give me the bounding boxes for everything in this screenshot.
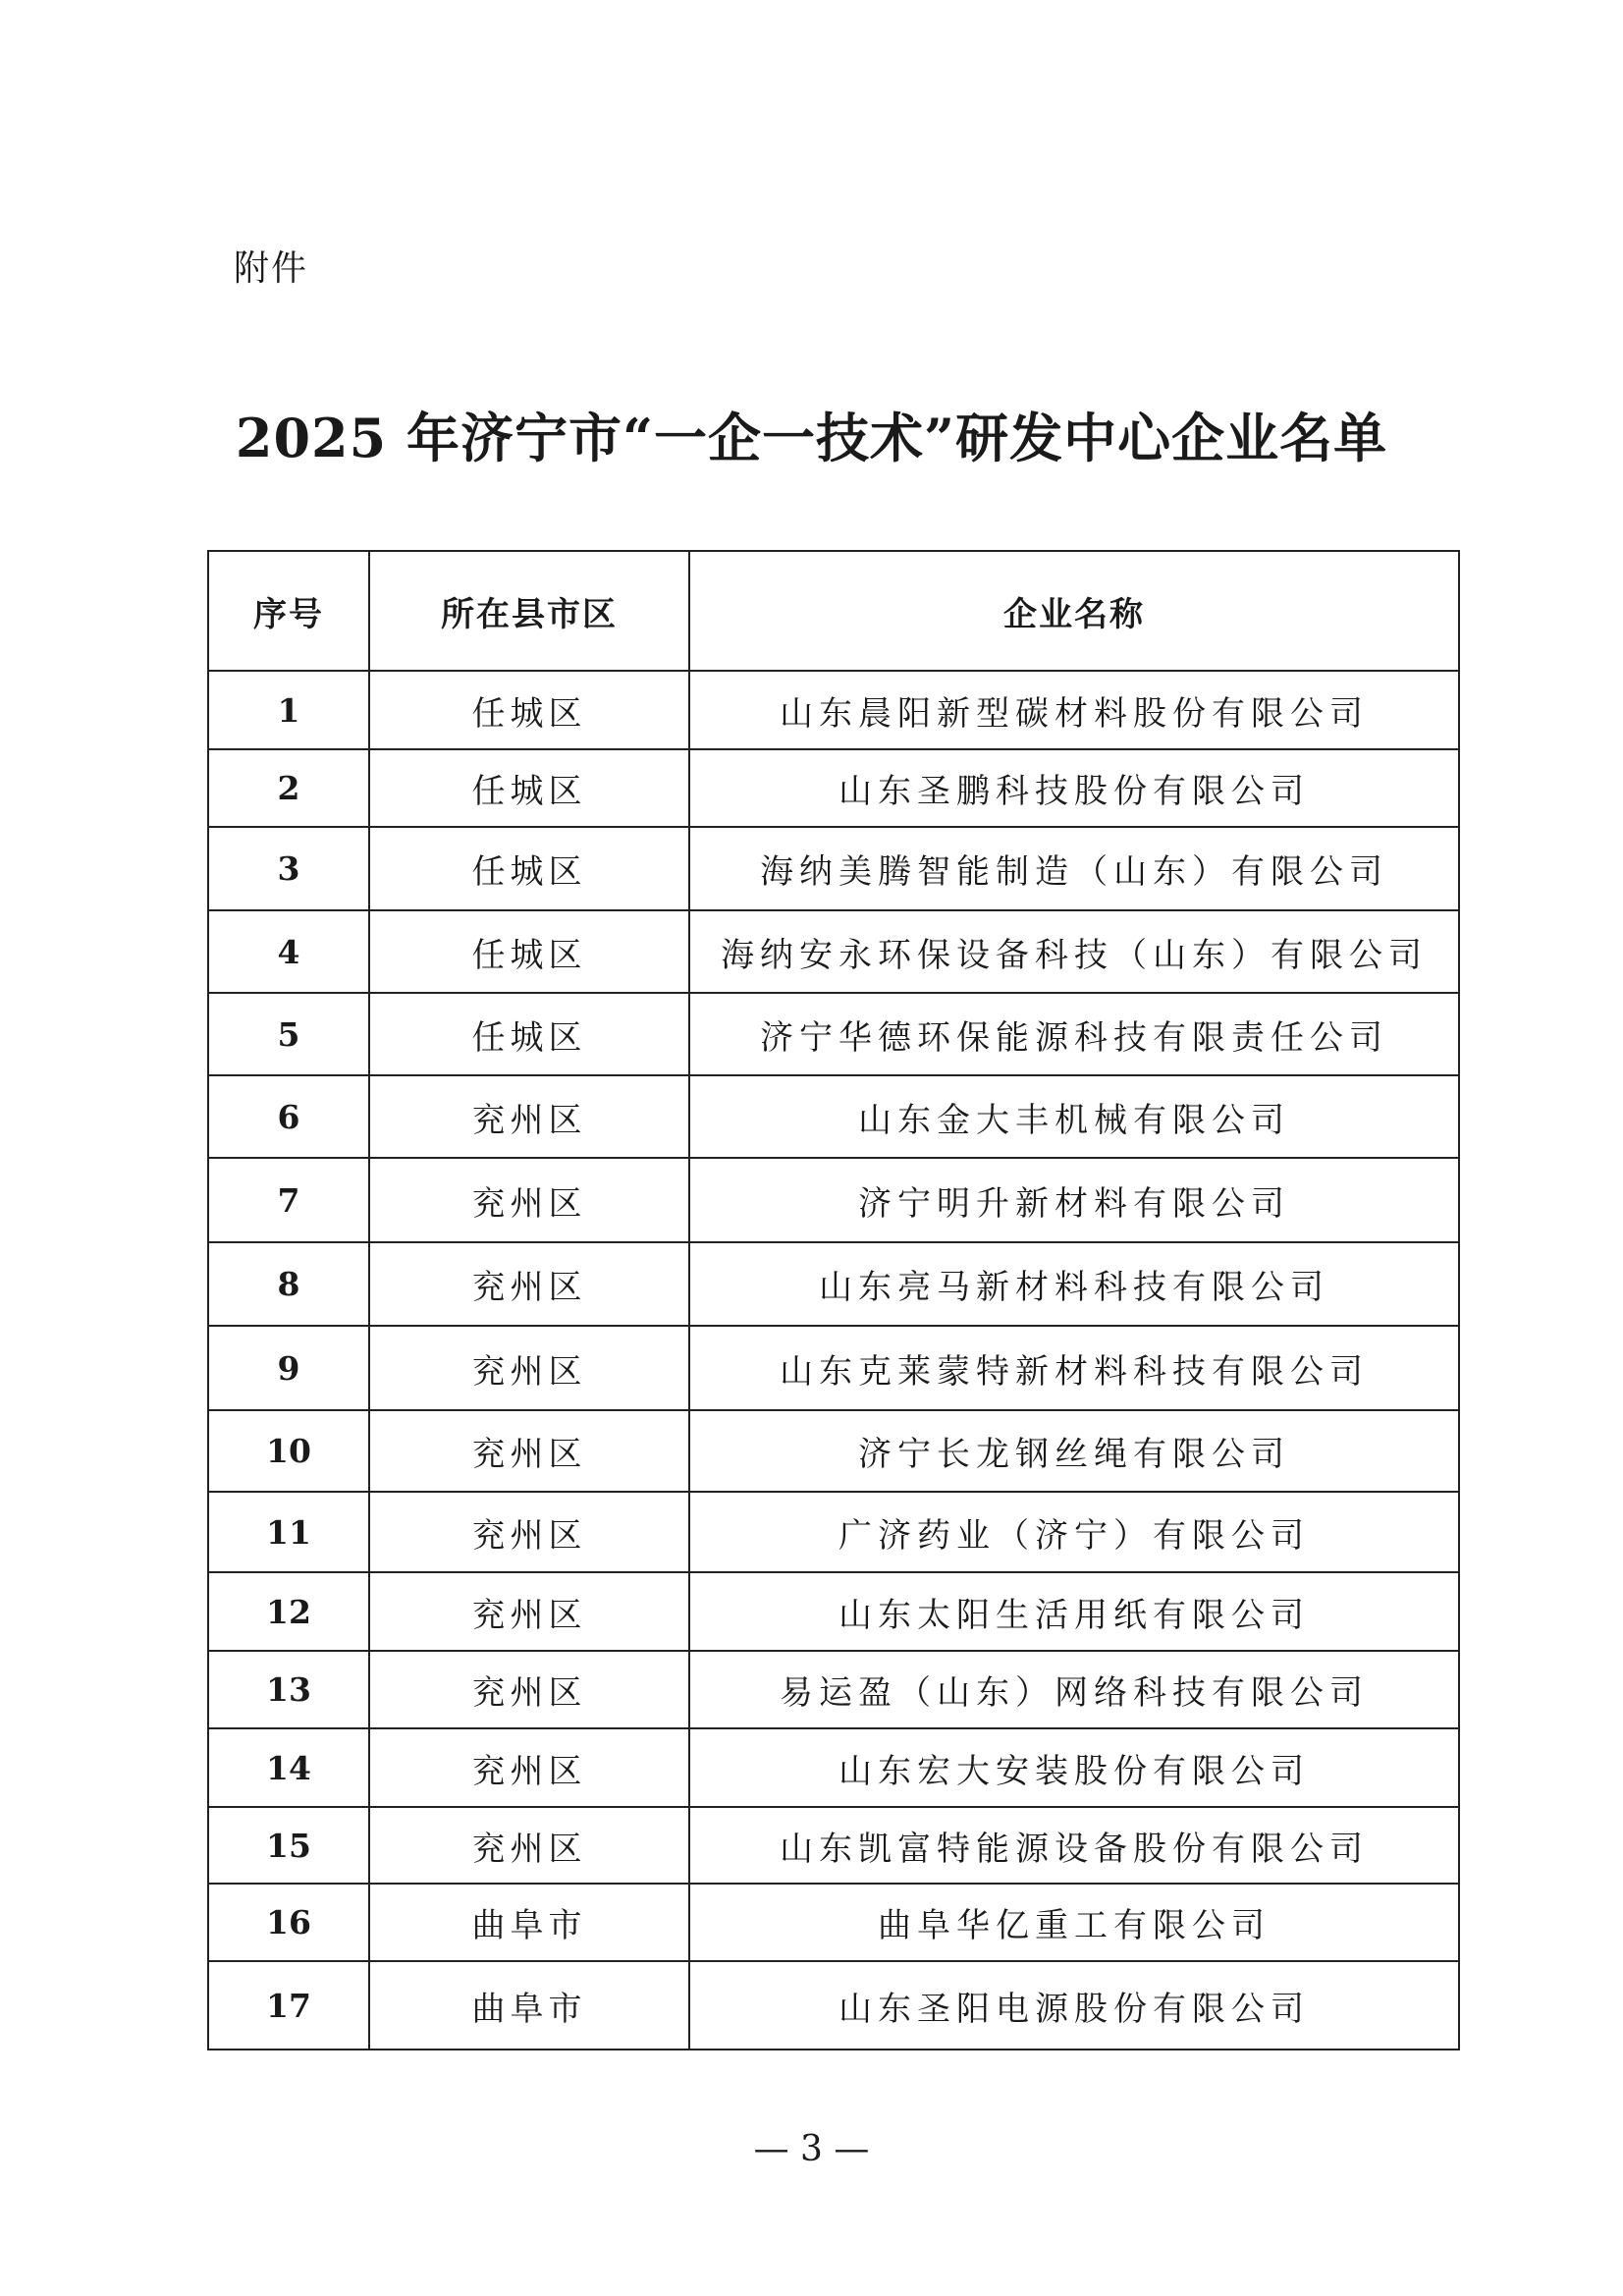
row-serial-number: 16	[208, 1884, 369, 1961]
row-district: 兖州区	[369, 1242, 689, 1326]
row-serial-number: 15	[208, 1807, 369, 1884]
table-row	[208, 1651, 1459, 1728]
table-row	[208, 993, 1459, 1075]
row-serial-number: 7	[208, 1158, 369, 1242]
row-district: 兖州区	[369, 1572, 689, 1651]
table-row	[208, 1884, 1459, 1961]
header-serial-number: 序号	[208, 551, 369, 671]
row-district: 兖州区	[369, 1075, 689, 1158]
table-row	[208, 910, 1459, 993]
table-row	[208, 749, 1459, 827]
row-company-name: 山东宏大安装股份有限公司	[689, 1728, 1459, 1807]
row-serial-number: 3	[208, 827, 369, 910]
table-row	[208, 1158, 1459, 1242]
table-header	[208, 551, 1459, 671]
row-serial-number: 6	[208, 1075, 369, 1158]
table-row	[208, 1075, 1459, 1158]
row-district: 曲阜市	[369, 1884, 689, 1961]
row-serial-number: 13	[208, 1651, 369, 1728]
table-row	[208, 1961, 1459, 2050]
header-district: 所在县市区	[369, 551, 689, 671]
row-company-name: 易运盈（山东）网络科技有限公司	[689, 1651, 1459, 1728]
row-company-name: 海纳安永环保设备科技（山东）有限公司	[689, 910, 1459, 993]
row-district: 兖州区	[369, 1651, 689, 1728]
row-district: 任城区	[369, 749, 689, 827]
row-company-name: 山东亮马新材料科技有限公司	[689, 1242, 1459, 1326]
row-serial-number: 4	[208, 910, 369, 993]
row-serial-number: 17	[208, 1961, 369, 2050]
row-company-name: 山东凯富特能源设备股份有限公司	[689, 1807, 1459, 1884]
table-row	[208, 1242, 1459, 1326]
table-row	[208, 1728, 1459, 1807]
table-header-row	[208, 551, 1459, 671]
row-company-name: 山东圣阳电源股份有限公司	[689, 1961, 1459, 2050]
row-company-name: 济宁长龙钢丝绳有限公司	[689, 1410, 1459, 1492]
row-district: 兖州区	[369, 1326, 689, 1410]
row-company-name: 山东晨阳新型碳材料股份有限公司	[689, 671, 1459, 749]
row-company-name: 山东圣鹏科技股份有限公司	[689, 749, 1459, 827]
row-district: 任城区	[369, 910, 689, 993]
row-serial-number: 8	[208, 1242, 369, 1326]
row-district: 兖州区	[369, 1807, 689, 1884]
company-list-table	[207, 550, 1460, 2050]
row-district: 任城区	[369, 671, 689, 749]
table-row	[208, 671, 1459, 749]
row-company-name: 山东克莱蒙特新材料科技有限公司	[689, 1326, 1459, 1410]
row-company-name: 济宁明升新材料有限公司	[689, 1158, 1459, 1242]
row-serial-number: 1	[208, 671, 369, 749]
row-district: 兖州区	[369, 1410, 689, 1492]
table-row	[208, 1326, 1459, 1410]
row-serial-number: 10	[208, 1410, 369, 1492]
row-serial-number: 11	[208, 1492, 369, 1572]
page-number: — 3 —	[753, 2129, 870, 2169]
header-company-name: 企业名称	[689, 551, 1459, 671]
row-serial-number: 14	[208, 1728, 369, 1807]
row-company-name: 济宁华德环保能源科技有限责任公司	[689, 993, 1459, 1075]
table-row	[208, 1572, 1459, 1651]
row-district: 兖州区	[369, 1158, 689, 1242]
table-row	[208, 1492, 1459, 1572]
row-company-name: 海纳美腾智能制造（山东）有限公司	[689, 827, 1459, 910]
row-serial-number: 12	[208, 1572, 369, 1651]
attachment-label: 附件	[234, 248, 309, 289]
row-district: 任城区	[369, 827, 689, 910]
row-district: 兖州区	[369, 1492, 689, 1572]
row-serial-number: 9	[208, 1326, 369, 1410]
table-row	[208, 827, 1459, 910]
row-serial-number: 5	[208, 993, 369, 1075]
row-company-name: 广济药业（济宁）有限公司	[689, 1492, 1459, 1572]
row-company-name: 山东太阳生活用纸有限公司	[689, 1572, 1459, 1651]
table-row	[208, 1410, 1459, 1492]
row-serial-number: 2	[208, 749, 369, 827]
row-district: 曲阜市	[369, 1961, 689, 2050]
row-district: 兖州区	[369, 1728, 689, 1807]
row-district: 任城区	[369, 993, 689, 1075]
row-company-name: 曲阜华亿重工有限公司	[689, 1884, 1459, 1961]
table-body	[208, 671, 1459, 2050]
document-title: 2025 年济宁市“一企一技术”研发中心企业名单	[235, 407, 1388, 469]
table-row	[208, 1807, 1459, 1884]
row-company-name: 山东金大丰机械有限公司	[689, 1075, 1459, 1158]
